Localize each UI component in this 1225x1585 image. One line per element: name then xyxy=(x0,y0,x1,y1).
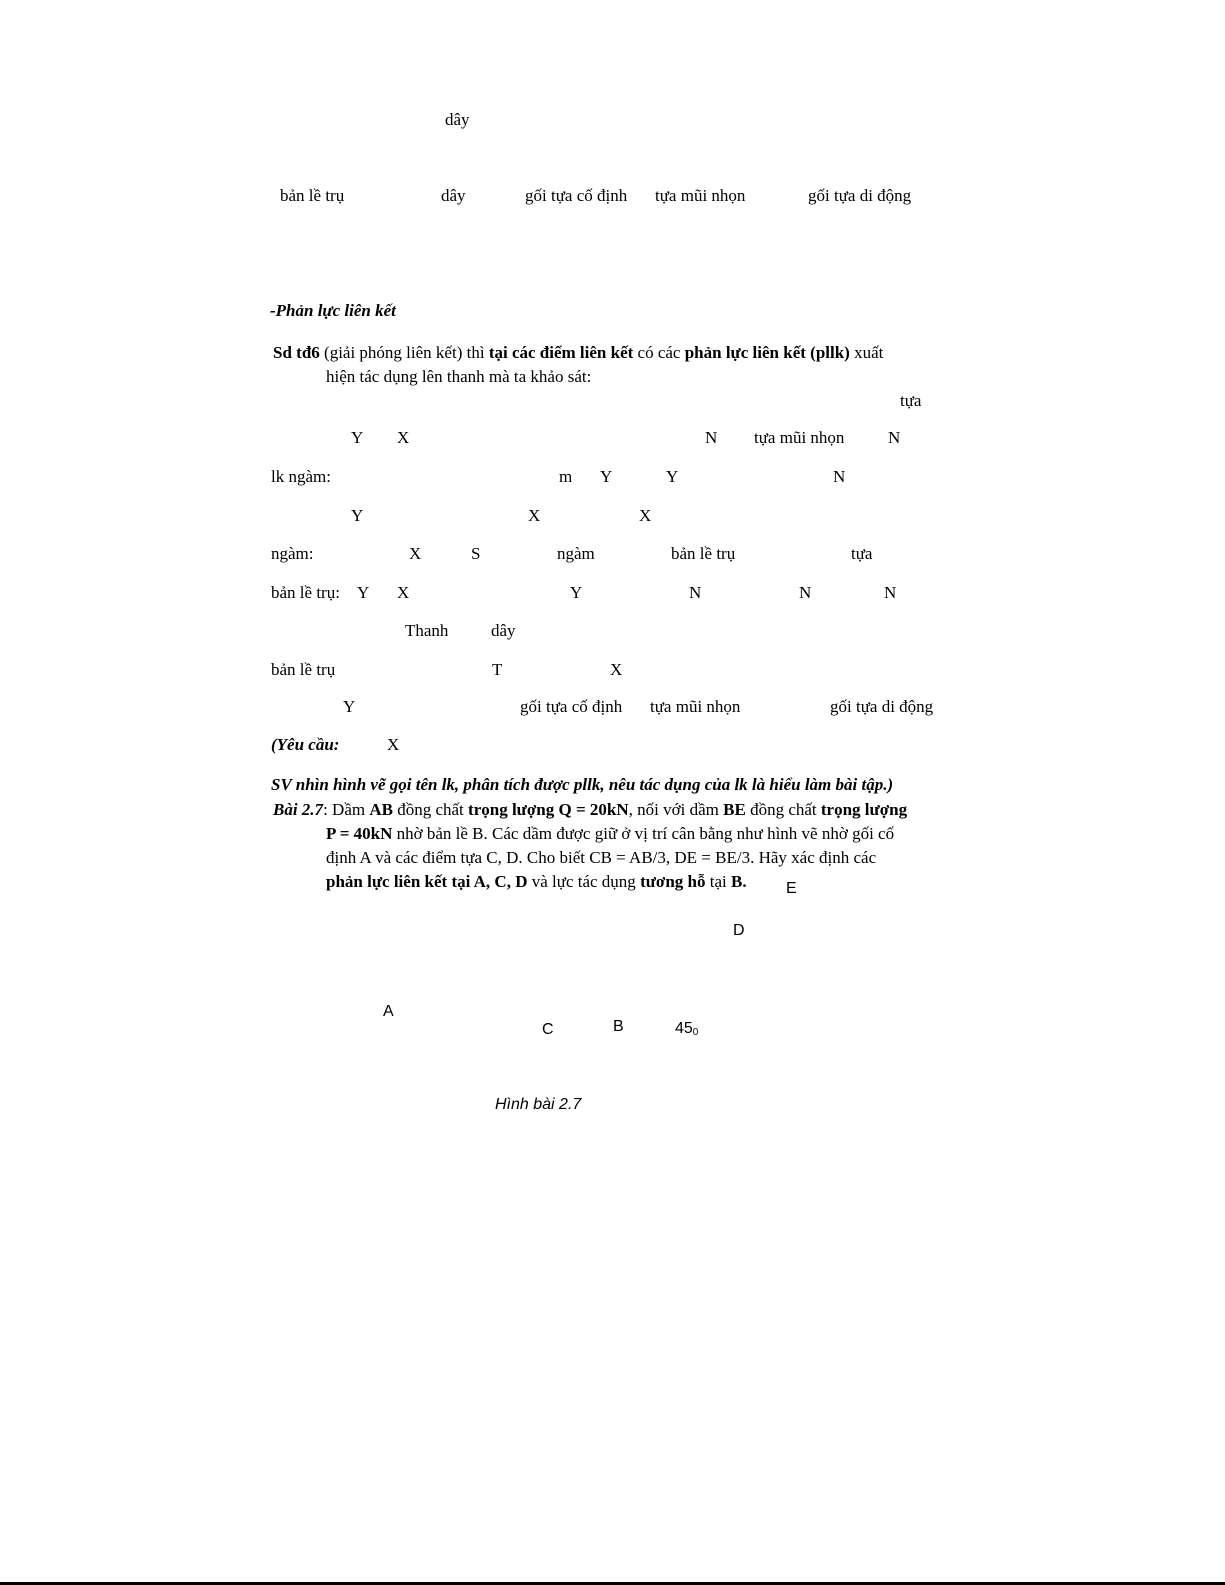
label-N: N xyxy=(888,428,901,447)
figure-caption: Hình bài 2.7 xyxy=(495,1096,582,1113)
intro-text-2: có các xyxy=(633,343,685,362)
label-Y: Y xyxy=(570,583,583,602)
problem-line-3: định A và các điểm tựa C, D. Cho biết CB = AB/3, DE = BE/3. Hãy xác định các xyxy=(326,848,877,867)
label-goi-tua-co-dinh: gối tựa cố định xyxy=(525,186,628,205)
label-thanh: Thanh xyxy=(405,621,449,640)
label-N: N xyxy=(799,583,812,602)
label-ban-le-tru-3: bản lề trụ: xyxy=(271,583,340,602)
problem-bold: BE xyxy=(723,800,746,819)
label-ngam-2: ngàm xyxy=(557,544,595,563)
label-X: X xyxy=(639,506,652,525)
label-N: N xyxy=(833,467,846,486)
label-tua-2: tựa xyxy=(851,544,873,563)
problem-bold: B. xyxy=(731,872,747,891)
label-X: X xyxy=(409,544,422,563)
label-X: X xyxy=(397,428,410,447)
label-goi-tua-di-dong-2: gối tựa di động xyxy=(830,697,934,716)
label-day: dây xyxy=(441,186,466,205)
problem-text: đồng chất xyxy=(392,800,469,819)
label-tua: tựa xyxy=(900,391,922,410)
problem-bold: AB xyxy=(369,800,393,819)
label-yeu-cau: (Yêu cầu: xyxy=(271,735,340,754)
intro-sd: Sd tđ6 xyxy=(273,343,320,362)
label-day-2: dây xyxy=(491,621,516,640)
intro-paragraph xyxy=(273,341,951,389)
label-ban-le-tru-4: bản lề trụ xyxy=(271,660,336,679)
label-X: X xyxy=(397,583,410,602)
label-X: X xyxy=(610,660,623,679)
intro-bold-1: tại các điểm liên kết xyxy=(488,343,634,362)
intro-bold-2: phản lực liên kết (pllk) xyxy=(684,343,850,362)
label-Y: Y xyxy=(357,583,370,602)
label-tua-mui-nhon-3: tựa mũi nhọn xyxy=(650,697,741,716)
requirement-note: SV nhìn hình vẽ gọi tên lk, phân tích được pllk, nêu tác dụng của lk là hiểu làm bài tập.) xyxy=(271,775,894,794)
angle-value: 45 xyxy=(675,1020,693,1037)
problem-bold: phản lực liên kết tại A, C, D xyxy=(326,872,528,891)
problem-text: : Dầm xyxy=(323,800,370,819)
label-X: X xyxy=(528,506,541,525)
problem-bold: tương hỗ xyxy=(640,872,706,891)
label-goi-tua-co-dinh-2: gối tựa cố định xyxy=(520,697,623,716)
intro-text-3: xuất xyxy=(849,343,884,362)
label-Y: Y xyxy=(343,697,356,716)
label-Y: Y xyxy=(666,467,679,486)
problem-paragraph xyxy=(273,798,951,894)
label-tua-mui-nhon: tựa mũi nhọn xyxy=(655,186,746,205)
figure-label-C: C xyxy=(542,1021,554,1038)
problem-text: , nối với dầm xyxy=(628,800,724,819)
label-Y: Y xyxy=(600,467,613,486)
label-T: T xyxy=(492,660,503,679)
label-ngam: ngàm: xyxy=(271,544,314,563)
problem-line-4 xyxy=(273,870,951,894)
label-ban-le-tru-2: bản lề trụ xyxy=(671,544,736,563)
figure-label-B: B xyxy=(613,1018,624,1035)
label-N: N xyxy=(884,583,897,602)
label-day-top: dây xyxy=(445,110,470,129)
angle-degree: 0 xyxy=(692,1027,699,1038)
problem-bold: trọng lượng xyxy=(820,800,908,819)
problem-text: và lực tác dụng xyxy=(527,872,641,891)
figure-label-A: A xyxy=(383,1003,394,1020)
label-tua-mui-nhon-2: tựa mũi nhọn xyxy=(754,428,845,447)
problem-line-2 xyxy=(273,822,951,846)
section-heading: -Phản lực liên kết xyxy=(270,301,396,320)
problem-text: tại xyxy=(705,872,731,891)
label-N: N xyxy=(705,428,718,447)
figure-label-D: D xyxy=(733,922,745,939)
label-lk-ngam: lk ngàm: xyxy=(271,467,331,486)
label-S: S xyxy=(471,544,481,563)
figure-label-angle xyxy=(675,1021,698,1038)
label-N: N xyxy=(689,583,702,602)
problem-label: Bài 2.7 xyxy=(273,800,324,819)
problem-bold: trọng lượng Q = 20kN xyxy=(468,800,629,819)
problem-text: đồng chất xyxy=(745,800,821,819)
label-Y: Y xyxy=(351,428,364,447)
intro-text-1: (giải phóng liên kết) thì xyxy=(319,343,489,362)
label-goi-tua-di-dong: gối tựa di động xyxy=(808,186,912,205)
label-X: X xyxy=(387,735,400,754)
intro-line-2: hiện tác dụng lên thanh mà ta khảo sát: xyxy=(326,367,592,386)
figure-label-E: E xyxy=(786,880,797,897)
label-Y: Y xyxy=(351,506,364,525)
label-m: m xyxy=(559,467,573,486)
problem-text: nhờ bản lề B. Các dầm được giữ ở vị trí cân bằng như hình vẽ nhờ gối cố xyxy=(392,824,895,843)
label-ban-le-tru: bản lề trụ xyxy=(280,186,345,205)
problem-bold: P = 40kN xyxy=(326,824,393,843)
